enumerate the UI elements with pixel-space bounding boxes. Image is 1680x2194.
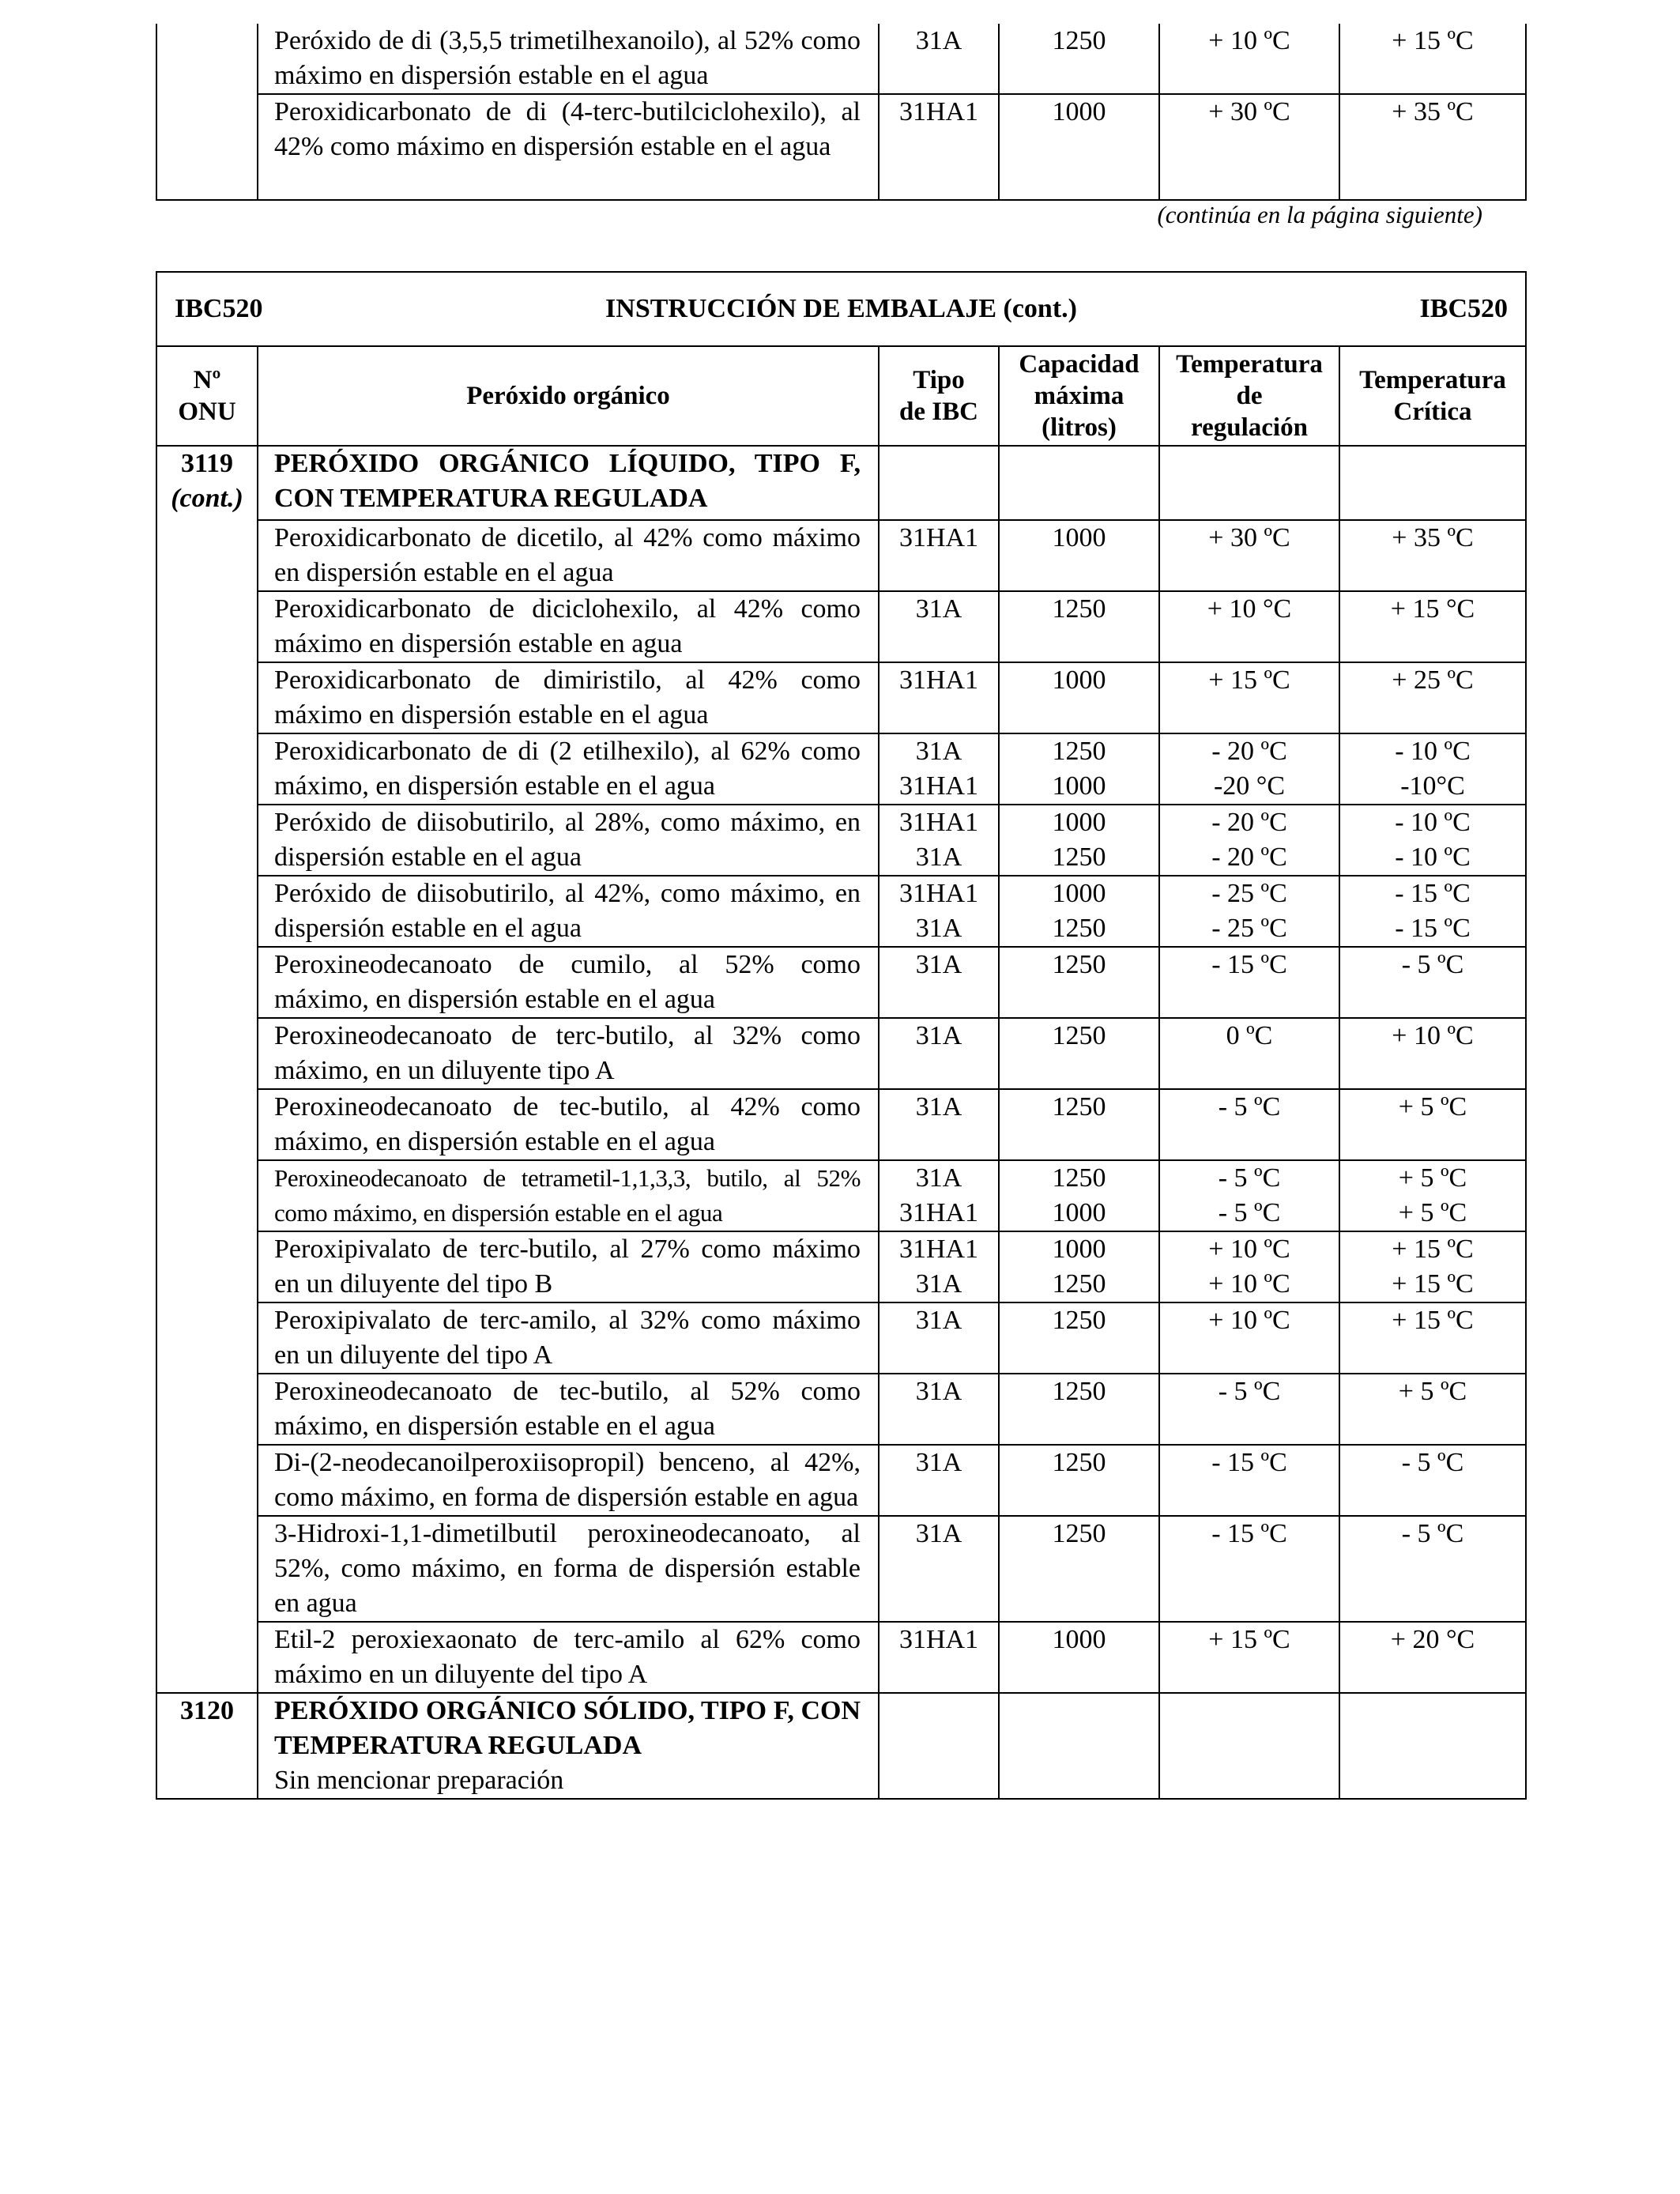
instruction-code-right: IBC520 — [1419, 294, 1508, 323]
emergency-temperature: - 10 ºC — [1395, 843, 1471, 872]
peroxide-name: Peroxidicarbonato de di (4-terc-butilciclohexilo), al 42% como máximo en dispersión estable en el agua — [258, 94, 879, 200]
control-temperature-cell — [1159, 1622, 1339, 1693]
peroxide-name: Peróxido de diisobutirilo, al 42%, como máximo, en dispersión estable en el agua — [258, 876, 879, 947]
emergency-temperature-cell — [1339, 1089, 1526, 1160]
emergency-temperature: + 5 ºC — [1398, 1163, 1467, 1193]
section-heading-row — [156, 446, 1526, 520]
ibc-type: 31A — [915, 950, 962, 979]
capacity: 1000 — [1052, 523, 1106, 552]
control-temperature-cell — [1159, 1018, 1339, 1089]
control-temperature: + 15 ºC — [1208, 1625, 1290, 1654]
column-header-control-temp — [1159, 346, 1339, 446]
ibc-type: 31A — [915, 914, 962, 943]
ibc-type: 31A — [915, 1269, 962, 1299]
instruction-code-left: IBC520 — [175, 294, 263, 323]
ibc-type: 31HA1 — [898, 665, 979, 695]
column-header-ibc-type — [879, 346, 999, 446]
empty-cell — [999, 1693, 1159, 1799]
capacity: 1000 — [999, 94, 1159, 200]
emergency-temperature: + 5 ºC — [1398, 1377, 1467, 1406]
ibc-type: 31HA1 — [898, 808, 979, 837]
peroxide-name: Peroxineodecanoato de tetrametil-1,1,3,3, butilo, al 52% como máximo, en dispersión estable en el agua — [258, 1160, 879, 1231]
peroxide-name: Peroxineodecanoato de tec-butilo, al 42% como máximo, en dispersión estable en el agua — [258, 1089, 879, 1160]
capacity: 1000 — [1052, 879, 1106, 908]
ibc-type-cell — [879, 1160, 999, 1231]
emergency-temperature-cell — [1339, 1018, 1526, 1089]
ibc-type: 31HA1 — [879, 94, 999, 200]
control-temperature: - 5 ºC — [1218, 1377, 1281, 1406]
capacity-cell — [999, 733, 1159, 805]
ibc-type: 31A — [915, 594, 962, 624]
control-temperature: + 10 ºC — [1159, 24, 1339, 94]
column-header-control-line2: de — [1236, 382, 1263, 410]
capacity-cell — [999, 1516, 1159, 1622]
table-row — [156, 1374, 1526, 1445]
control-temperature-cell — [1159, 1516, 1339, 1622]
control-temperature-cell — [1159, 947, 1339, 1018]
emergency-temperature-cell — [1339, 733, 1526, 805]
peroxide-name: Peroxidicarbonato de di (2 etilhexilo), al 62% como máximo, en dispersión estable en el agua — [258, 733, 879, 805]
capacity: 1250 — [1052, 1021, 1106, 1050]
emergency-temperature: + 35 ºC — [1392, 523, 1474, 552]
section-subtext: Sin mencionar preparación — [274, 1766, 564, 1795]
emergency-temperature-cell — [1339, 520, 1526, 591]
section-heading: PERÓXIDO ORGÁNICO LÍQUIDO, TIPO F, CON TEMPERATURA REGULADA — [258, 446, 879, 520]
emergency-temperature: - 5 ºC — [1401, 950, 1464, 979]
ibc-type-cell — [879, 733, 999, 805]
table-row — [156, 805, 1526, 876]
table-continuation-top — [156, 24, 1527, 201]
capacity: 1250 — [1052, 914, 1106, 943]
ibc-type: 31A — [915, 843, 962, 872]
ibc-type: 31A — [915, 737, 962, 766]
emergency-temperature: + 5 ºC — [1398, 1198, 1467, 1227]
control-temperature: - 15 ºC — [1211, 950, 1287, 979]
emergency-temperature: + 20 °C — [1390, 1625, 1475, 1654]
section-heading-cell — [258, 1693, 879, 1799]
onu-number: 3119 — [180, 449, 234, 478]
empty-cell — [1339, 446, 1526, 520]
ibc-type-cell — [879, 591, 999, 662]
peroxide-name: Etil-2 peroxiexaonato de terc-amilo al 62% como máximo en un diluyente del tipo A — [258, 1622, 879, 1693]
capacity: 1250 — [1052, 1092, 1106, 1122]
empty-cell — [999, 446, 1159, 520]
emergency-temperature: + 35 ºC — [1339, 94, 1526, 200]
peroxide-name: Peroxidicarbonato de dicetilo, al 42% como máximo en dispersión estable en el agua — [258, 520, 879, 591]
column-header-type-line2: de IBC — [899, 398, 978, 426]
emergency-temperature: + 15 ºC — [1339, 24, 1526, 94]
control-temperature: + 10 °C — [1207, 594, 1292, 624]
control-temperature-cell — [1159, 733, 1339, 805]
column-header-onu-line2: ONU — [178, 398, 236, 426]
emergency-temperature: + 15 °C — [1390, 594, 1475, 624]
table-title-cell — [156, 272, 1526, 346]
column-header-capacity — [999, 346, 1159, 446]
ibc-type-cell — [879, 1302, 999, 1374]
column-header-onu-line1: Nº — [193, 366, 221, 394]
empty-cell — [879, 446, 999, 520]
peroxide-name: Peroxipivalato de terc-butilo, al 27% como máximo en un diluyente del tipo B — [258, 1231, 879, 1302]
control-temperature: - 15 ºC — [1211, 1448, 1287, 1477]
capacity-cell — [999, 1445, 1159, 1516]
control-temperature: - 20 ºC — [1211, 843, 1287, 872]
capacity-cell — [999, 591, 1159, 662]
control-temperature-cell — [1159, 1231, 1339, 1302]
capacity: 1000 — [1052, 1625, 1106, 1654]
capacity: 1250 — [1052, 1163, 1106, 1193]
ibc-type-cell — [879, 1516, 999, 1622]
emergency-temperature: + 15 ºC — [1392, 1269, 1474, 1299]
control-temperature-cell — [1159, 662, 1339, 733]
capacity-cell — [999, 1374, 1159, 1445]
emergency-temperature-cell — [1339, 947, 1526, 1018]
continued-note: (continúa en la página siguiente) — [1157, 201, 1482, 228]
peroxide-name: 3-Hidroxi-1,1-dimetilbutil peroxineodecanoato, al 52%, como máximo, en forma de dispersión estable en agua — [258, 1516, 879, 1622]
control-temperature: - 20 ºC — [1211, 737, 1287, 766]
table-row — [156, 1018, 1526, 1089]
control-temperature-cell — [1159, 805, 1339, 876]
column-header-peroxide: Peróxido orgánico — [258, 346, 879, 446]
onu-continued-note: (cont.) — [171, 484, 243, 513]
column-header-type-line1: Tipo — [913, 366, 965, 394]
capacity-cell — [999, 1160, 1159, 1231]
ibc-type-cell — [879, 520, 999, 591]
column-header-critical-line2: Crítica — [1393, 398, 1472, 426]
ibc-type: 31A — [915, 1092, 962, 1122]
capacity-cell — [999, 1302, 1159, 1374]
peroxide-name: Di-(2-neodecanoilperoxiisopropil) benceno, al 42%, como máximo, en forma de dispersión estable en agua — [258, 1445, 879, 1516]
capacity-cell — [999, 947, 1159, 1018]
capacity: 1250 — [1052, 737, 1106, 766]
capacity: 1250 — [1052, 1306, 1106, 1335]
ibc-type: 31A — [879, 24, 999, 94]
table-row — [156, 94, 1526, 200]
emergency-temperature-cell — [1339, 1231, 1526, 1302]
control-temperature: + 30 ºC — [1208, 523, 1290, 552]
control-temperature: + 10 ºC — [1208, 1235, 1290, 1264]
table-row — [156, 1516, 1526, 1622]
table-row — [156, 1160, 1526, 1231]
capacity-cell — [999, 1089, 1159, 1160]
emergency-temperature-cell — [1339, 591, 1526, 662]
table-row — [156, 662, 1526, 733]
capacity: 1250 — [1052, 594, 1106, 624]
onu-cell — [156, 24, 258, 200]
capacity: 1000 — [1052, 1235, 1106, 1264]
onu-number-cell — [156, 1693, 258, 1799]
ibc-type: 31HA1 — [898, 523, 979, 552]
column-header-control-line1: Temperatura — [1176, 350, 1323, 379]
capacity: 1000 — [1052, 808, 1106, 837]
capacity-cell — [999, 520, 1159, 591]
table-title-row — [156, 272, 1526, 346]
table-row — [156, 1089, 1526, 1160]
emergency-temperature-cell — [1339, 1516, 1526, 1622]
emergency-temperature: + 10 ºC — [1392, 1021, 1474, 1050]
table-row — [156, 1231, 1526, 1302]
emergency-temperature-cell — [1339, 662, 1526, 733]
capacity: 1250 — [1052, 1377, 1106, 1406]
emergency-temperature: -10°C — [1400, 771, 1465, 801]
control-temperature: - 15 ºC — [1211, 1519, 1287, 1548]
capacity: 1250 — [1052, 843, 1106, 872]
ibc-type: 31HA1 — [898, 1235, 979, 1264]
control-temperature: - 5 ºC — [1218, 1163, 1281, 1193]
control-temperature: - 20 ºC — [1211, 808, 1287, 837]
column-header-control-line3: regulación — [1191, 413, 1308, 442]
capacity-cell — [999, 1622, 1159, 1693]
section-3119 — [156, 446, 1526, 1693]
capacity: 1000 — [1052, 771, 1106, 801]
empty-cell — [879, 1693, 999, 1799]
control-temperature-cell — [1159, 591, 1339, 662]
emergency-temperature: - 15 ºC — [1395, 914, 1471, 943]
ibc-type: 31A — [915, 1377, 962, 1406]
ibc-type-cell — [879, 1231, 999, 1302]
column-header-capacity-line2: máxima — [1034, 382, 1124, 410]
ibc-type-cell — [879, 1018, 999, 1089]
column-header-capacity-line1: Capacidad — [1019, 350, 1139, 379]
capacity: 1250 — [1052, 1519, 1106, 1548]
capacity-cell — [999, 1018, 1159, 1089]
capacity: 1000 — [1052, 1198, 1106, 1227]
control-temperature: - 5 ºC — [1218, 1198, 1281, 1227]
emergency-temperature-cell — [1339, 1160, 1526, 1231]
control-temperature: + 10 ºC — [1208, 1269, 1290, 1299]
emergency-temperature-cell — [1339, 1445, 1526, 1516]
section-3120 — [156, 1693, 1526, 1799]
ibc-type: 31A — [915, 1306, 962, 1335]
control-temperature-cell — [1159, 876, 1339, 947]
ibc-type: 31HA1 — [898, 771, 979, 801]
table-row — [156, 733, 1526, 805]
peroxide-name: Peroxidicarbonato de diciclohexilo, al 42% como máximo en dispersión estable en agua — [258, 591, 879, 662]
peroxide-name: Peroxipivalato de terc-amilo, al 32% como máximo en un diluyente del tipo A — [258, 1302, 879, 1374]
ibc-type-cell — [879, 947, 999, 1018]
capacity-cell — [999, 662, 1159, 733]
emergency-temperature: - 10 ºC — [1395, 737, 1471, 766]
control-temperature: 0 ºC — [1226, 1021, 1273, 1050]
peroxide-name: Peróxido de diisobutirilo, al 28%, como máximo, en dispersión estable en el agua — [258, 805, 879, 876]
column-header-row — [156, 346, 1526, 446]
empty-cell — [1159, 446, 1339, 520]
ibc-type: 31HA1 — [898, 879, 979, 908]
emergency-temperature: + 15 ºC — [1392, 1235, 1474, 1264]
capacity-cell — [999, 1231, 1159, 1302]
column-header-onu — [156, 346, 258, 446]
control-temperature: -20 °C — [1213, 771, 1286, 801]
control-temperature: + 30 ºC — [1159, 94, 1339, 200]
table-row — [156, 591, 1526, 662]
peroxide-name: Peroxineodecanoato de cumilo, al 52% como máximo, en dispersión estable en el agua — [258, 947, 879, 1018]
onu-number: 3120 — [180, 1696, 234, 1725]
table-row — [156, 520, 1526, 591]
capacity: 1000 — [1052, 665, 1106, 695]
column-header-critical-line1: Temperatura — [1359, 366, 1506, 394]
emergency-temperature-cell — [1339, 805, 1526, 876]
control-temperature-cell — [1159, 520, 1339, 591]
capacity: 1250 — [999, 24, 1159, 94]
emergency-temperature: + 15 ºC — [1392, 1306, 1474, 1335]
empty-cell — [1159, 1693, 1339, 1799]
ibc-type: 31A — [915, 1163, 962, 1193]
control-temperature: + 15 ºC — [1208, 665, 1290, 695]
peroxide-name: Peroxineodecanoato de tec-butilo, al 52% como máximo, en dispersión estable en el agua — [258, 1374, 879, 1445]
capacity-cell — [999, 805, 1159, 876]
table-row — [156, 1302, 1526, 1374]
emergency-temperature-cell — [1339, 1622, 1526, 1693]
emergency-temperature-cell — [1339, 1374, 1526, 1445]
ibc-type-cell — [879, 876, 999, 947]
control-temperature-cell — [1159, 1089, 1339, 1160]
control-temperature-cell — [1159, 1445, 1339, 1516]
control-temperature: + 10 ºC — [1208, 1306, 1290, 1335]
ibc-type-cell — [879, 1089, 999, 1160]
ibc-type-cell — [879, 1374, 999, 1445]
ibc-type: 31HA1 — [898, 1625, 979, 1654]
capacity: 1250 — [1052, 950, 1106, 979]
section-heading-row — [156, 1693, 1526, 1799]
emergency-temperature: + 25 ºC — [1392, 665, 1474, 695]
ibc-type: 31A — [915, 1021, 962, 1050]
control-temperature-cell — [1159, 1374, 1339, 1445]
ibc-type: 31A — [915, 1448, 962, 1477]
emergency-temperature: - 5 ºC — [1401, 1519, 1464, 1548]
emergency-temperature: - 10 ºC — [1395, 808, 1471, 837]
peroxide-name: Peroxidicarbonato de dimiristilo, al 42% como máximo en dispersión estable en el agua — [258, 662, 879, 733]
emergency-temperature: + 5 ºC — [1398, 1092, 1467, 1122]
peroxide-name: Peróxido de di (3,5,5 trimetilhexanoilo), al 52% como máximo en dispersión estable en el agua — [258, 24, 879, 94]
control-temperature-cell — [1159, 1302, 1339, 1374]
onu-number-cell — [156, 446, 258, 1693]
control-temperature: - 25 ºC — [1211, 914, 1287, 943]
control-temperature: - 25 ºC — [1211, 879, 1287, 908]
capacity: 1250 — [1052, 1448, 1106, 1477]
ibc-type-cell — [879, 1622, 999, 1693]
emergency-temperature: - 15 ºC — [1395, 879, 1471, 908]
control-temperature-cell — [1159, 1160, 1339, 1231]
column-header-capacity-line3: (litros) — [1042, 413, 1117, 442]
empty-cell — [1339, 1693, 1526, 1799]
capacity-cell — [999, 876, 1159, 947]
ibc-type: 31HA1 — [898, 1198, 979, 1227]
ibc-type-cell — [879, 662, 999, 733]
capacity: 1250 — [1052, 1269, 1106, 1299]
table-row — [156, 947, 1526, 1018]
table-row — [156, 876, 1526, 947]
ibc-type-cell — [879, 805, 999, 876]
table-row — [156, 24, 1526, 94]
table-row — [156, 1622, 1526, 1693]
emergency-temperature-cell — [1339, 876, 1526, 947]
emergency-temperature: - 5 ºC — [1401, 1448, 1464, 1477]
section-heading: PERÓXIDO ORGÁNICO SÓLIDO, TIPO F, CON TEMPERATURA REGULADA — [274, 1696, 861, 1760]
emergency-temperature-cell — [1339, 1302, 1526, 1374]
control-temperature: - 5 ºC — [1218, 1092, 1281, 1122]
column-header-critical-temp — [1339, 346, 1526, 446]
peroxide-name: Peroxineodecanoato de terc-butilo, al 32% como máximo, en un diluyente tipo A — [258, 1018, 879, 1089]
instruction-title: INSTRUCCIÓN DE EMBALAJE (cont.) — [605, 294, 1077, 323]
packing-instruction-table — [156, 271, 1527, 1800]
ibc-type: 31A — [915, 1519, 962, 1548]
table-row — [156, 1445, 1526, 1516]
ibc-type-cell — [879, 1445, 999, 1516]
